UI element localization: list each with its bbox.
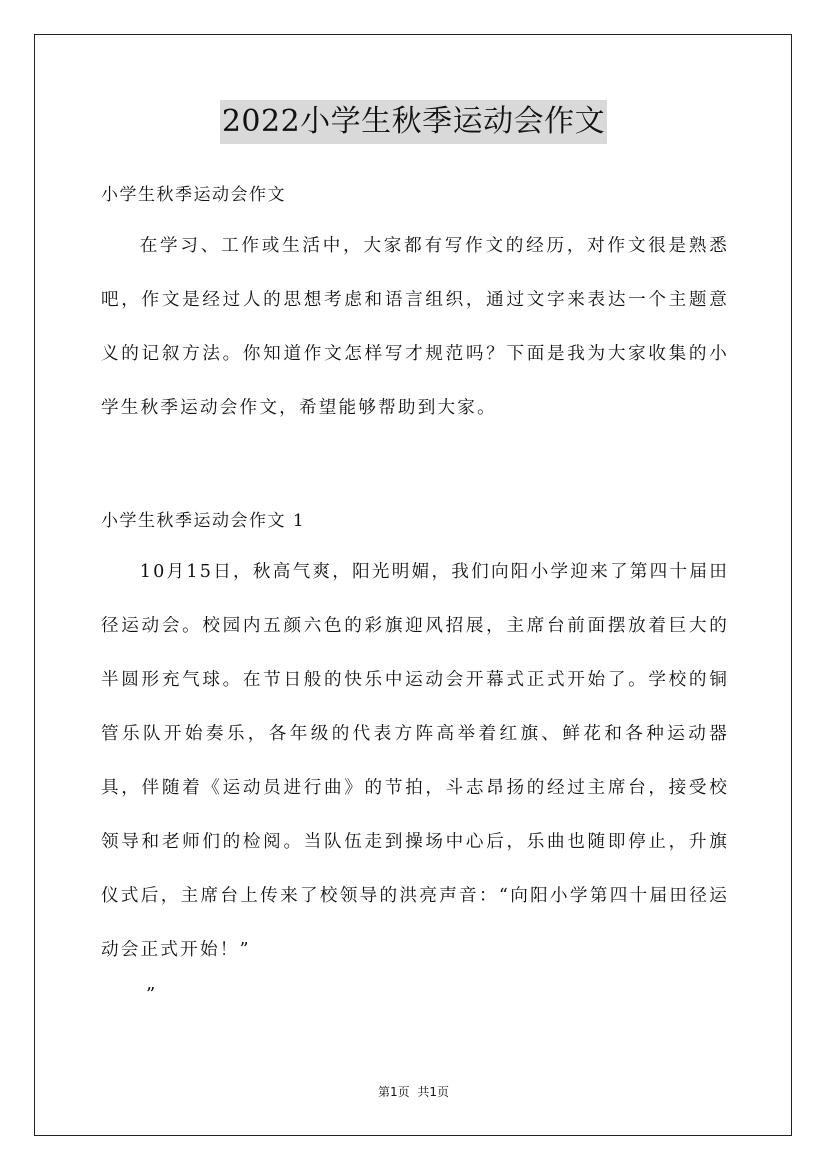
page-number-current: 第1页	[377, 1085, 410, 1099]
intro-block	[101, 219, 729, 435]
essay-block	[101, 545, 729, 977]
title-container	[0, 100, 827, 144]
section-heading: 小学生秋季运动会作文	[101, 185, 286, 205]
page-number-total: 共1页	[417, 1085, 450, 1099]
essay-paragraph: 10月15日，秋高气爽，阳光明媚，我们向阳小学迎来了第四十届田径运动会。校园内五颜六色的彩旗迎风招展，主席台前面摆放着巨大的半圆形充气球。在节日般的快乐中运动会开幕式正式开始了。学校的铜管乐队开始奏乐，各年级的代表方阵高举着红旗、鲜花和各种运动器具，伴随着《运动员进行曲》的节拍，斗志昂扬的经过主席台，接受校领导和老师们的检阅。当队伍走到操场中心后，乐曲也随即停止，升旗仪式后，主席台上传来了校领导的洪亮声音：“向阳小学第四十届田径运动会正式开始！”	[101, 562, 729, 960]
trailing-quote: ”	[146, 984, 156, 1005]
document-title: 2022小学生秋季运动会作文	[220, 100, 607, 144]
intro-paragraph: 在学习、工作或生活中，大家都有写作文的经历，对作文很是熟悉吧，作文是经过人的思想考虑和语言组织，通过文字来表达一个主题意义的记叙方法。你知道作文怎样写才规范吗？下面是我为大家收集的小学生秋季运动会作文，希望能够帮助到大家。	[101, 236, 729, 418]
essay-heading: 小学生秋季运动会作文 1	[101, 511, 306, 531]
page-footer	[0, 1083, 827, 1101]
